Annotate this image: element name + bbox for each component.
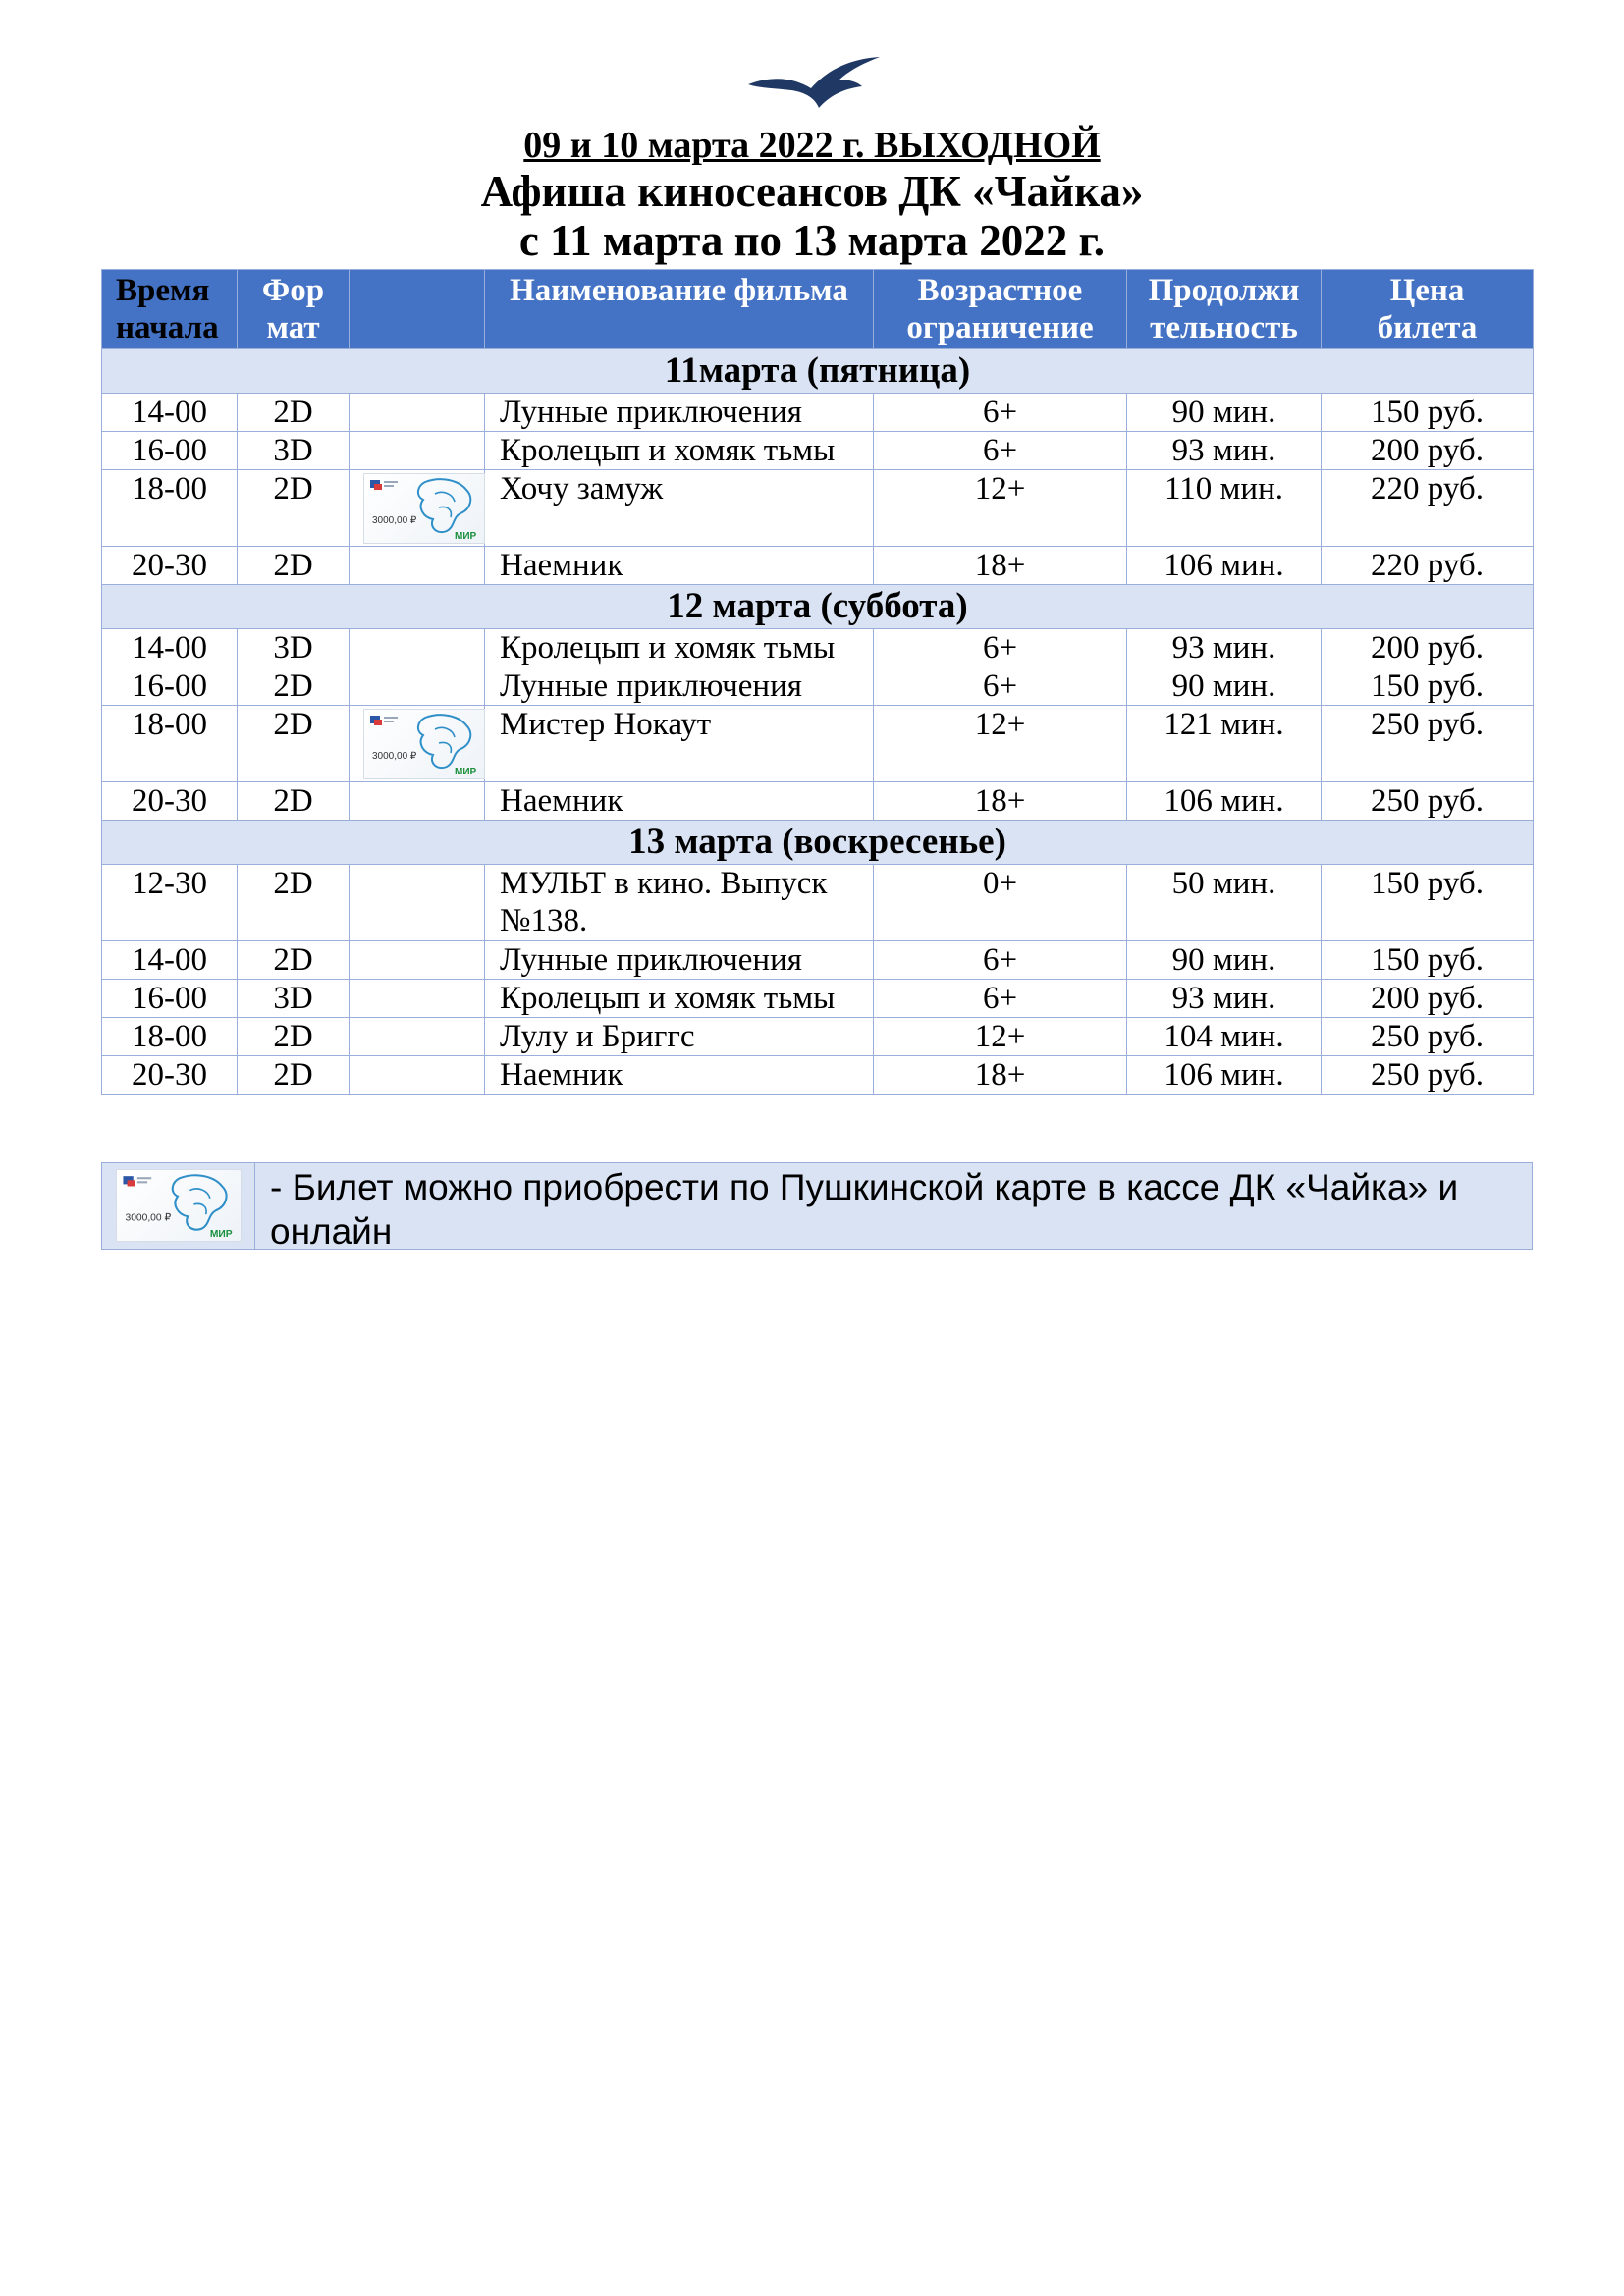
cell-format: 2D [238, 547, 350, 585]
cell-duration: 106 мин. [1127, 547, 1322, 585]
cell-title: Лунные приключения [485, 394, 874, 432]
cell-price: 250 руб. [1322, 1018, 1534, 1056]
col-header-age: Возрастное ограничение [874, 270, 1127, 349]
svg-text:МИР: МИР [455, 767, 477, 777]
pushkin-card-image [116, 1169, 242, 1242]
cell-title: Наемник [485, 1056, 874, 1095]
cell-card [350, 782, 485, 821]
cell-price: 150 руб. [1322, 667, 1534, 706]
table-row [102, 1056, 1534, 1095]
cell-time: 14-00 [102, 629, 238, 667]
cell-card [350, 470, 485, 547]
cell-age: 18+ [874, 782, 1127, 821]
table-row [102, 667, 1534, 706]
cell-title: Кролецып и хомяк тьмы [485, 629, 874, 667]
cell-card [350, 865, 485, 941]
cell-age: 6+ [874, 941, 1127, 980]
cell-duration: 106 мин. [1127, 782, 1322, 821]
schedule-table [101, 269, 1534, 1095]
svg-text:3000,00 ₽: 3000,00 ₽ [125, 1212, 171, 1224]
cell-duration: 93 мин. [1127, 629, 1322, 667]
day-header-row [102, 349, 1534, 394]
col-header-time: Время начала [102, 270, 238, 349]
seagull-logo-icon [746, 53, 884, 112]
table-row [102, 980, 1534, 1018]
cell-format: 3D [238, 629, 350, 667]
cell-card [350, 432, 485, 470]
cell-card [350, 394, 485, 432]
table-row [102, 782, 1534, 821]
cell-price: 200 руб. [1322, 980, 1534, 1018]
cell-time: 20-30 [102, 1056, 238, 1095]
cell-format: 3D [238, 432, 350, 470]
col-header-duration: Продолжи тельность [1127, 270, 1322, 349]
table-row [102, 394, 1534, 432]
cell-title: Лулу и Бриггс [485, 1018, 874, 1056]
cell-duration: 106 мин. [1127, 1056, 1322, 1095]
table-row [102, 470, 1534, 547]
cell-format: 2D [238, 667, 350, 706]
cell-age: 6+ [874, 980, 1127, 1018]
cell-age: 12+ [874, 706, 1127, 782]
cell-price: 250 руб. [1322, 1056, 1534, 1095]
table-row [102, 432, 1534, 470]
cell-card [350, 1018, 485, 1056]
cell-title: Наемник [485, 782, 874, 821]
cell-card [350, 706, 485, 782]
cell-format: 2D [238, 1018, 350, 1056]
cell-title: Кролецып и хомяк тьмы [485, 432, 874, 470]
cell-card [350, 547, 485, 585]
cell-price: 200 руб. [1322, 629, 1534, 667]
svg-text:3000,00 ₽: 3000,00 ₽ [372, 515, 417, 526]
cell-time: 14-00 [102, 941, 238, 980]
pushkin-card-note [101, 1162, 1533, 1250]
cell-title: Кролецып и хомяк тьмы [485, 980, 874, 1018]
cell-time: 18-00 [102, 470, 238, 547]
svg-text:3000,00 ₽: 3000,00 ₽ [372, 751, 417, 762]
cell-format: 3D [238, 980, 350, 1018]
cell-card [350, 1056, 485, 1095]
cell-format: 2D [238, 1056, 350, 1095]
day-header-row [102, 821, 1534, 865]
pushkin-card-image [363, 473, 485, 544]
closed-days-notice: 09 и 10 марта 2022 г. ВЫХОДНОЙ [523, 125, 1101, 166]
cell-duration: 121 мин. [1127, 706, 1322, 782]
note-image-cell [102, 1163, 255, 1249]
cell-duration: 90 мин. [1127, 394, 1322, 432]
table-row [102, 941, 1534, 980]
table-row [102, 629, 1534, 667]
day-header-row [102, 585, 1534, 629]
cell-title: Мистер Нокаут [485, 706, 874, 782]
cell-age: 6+ [874, 629, 1127, 667]
day-label: 11марта (пятница) [102, 349, 1534, 394]
col-header-title: Наименование фильма [485, 270, 874, 349]
cell-time: 16-00 [102, 432, 238, 470]
day-label: 12 марта (суббота) [102, 585, 1534, 629]
cell-title: Хочу замуж [485, 470, 874, 547]
pushkin-card-image [363, 709, 485, 779]
table-row [102, 547, 1534, 585]
cell-duration: 90 мин. [1127, 941, 1322, 980]
cell-duration: 50 мин. [1127, 865, 1322, 941]
cell-age: 0+ [874, 865, 1127, 941]
cell-card [350, 941, 485, 980]
page-header [0, 124, 1624, 265]
cell-price: 200 руб. [1322, 432, 1534, 470]
cell-time: 14-00 [102, 394, 238, 432]
col-header-price: Цена билета [1322, 270, 1534, 349]
note-text: - Билет можно приобрести по Пушкинской карте в кассе ДК «Чайка» и онлайн [270, 1167, 1459, 1252]
cell-price: 220 руб. [1322, 470, 1534, 547]
date-range: с 11 марта по 13 марта 2022 г. [518, 216, 1106, 265]
cell-time: 18-00 [102, 706, 238, 782]
col-header-format: Фор мат [238, 270, 350, 349]
cell-time: 16-00 [102, 667, 238, 706]
cell-age: 6+ [874, 432, 1127, 470]
cell-format: 2D [238, 865, 350, 941]
cell-card [350, 980, 485, 1018]
cell-title: Наемник [485, 547, 874, 585]
cell-duration: 93 мин. [1127, 980, 1322, 1018]
day-label: 13 марта (воскресенье) [102, 821, 1534, 865]
cell-time: 20-30 [102, 547, 238, 585]
svg-text:МИР: МИР [455, 531, 477, 542]
cell-duration: 110 мин. [1127, 470, 1322, 547]
cell-format: 2D [238, 706, 350, 782]
cell-card [350, 629, 485, 667]
cell-age: 18+ [874, 547, 1127, 585]
cell-time: 16-00 [102, 980, 238, 1018]
col-header-card [350, 270, 485, 349]
cell-age: 18+ [874, 1056, 1127, 1095]
cell-duration: 90 мин. [1127, 667, 1322, 706]
cell-title: МУЛЬТ в кино. Выпуск №138. [485, 865, 874, 941]
svg-text:МИР: МИР [209, 1228, 233, 1240]
cell-age: 6+ [874, 667, 1127, 706]
page-title: Афиша киносеансов ДК «Чайка» [480, 167, 1144, 216]
cell-card [350, 667, 485, 706]
table-row [102, 706, 1534, 782]
cell-price: 150 руб. [1322, 865, 1534, 941]
cell-time: 18-00 [102, 1018, 238, 1056]
cell-duration: 93 мин. [1127, 432, 1322, 470]
cell-format: 2D [238, 782, 350, 821]
table-row [102, 1018, 1534, 1056]
cell-price: 250 руб. [1322, 706, 1534, 782]
cell-duration: 104 мин. [1127, 1018, 1322, 1056]
cell-format: 2D [238, 394, 350, 432]
cell-price: 150 руб. [1322, 394, 1534, 432]
cell-title: Лунные приключения [485, 941, 874, 980]
cell-age: 12+ [874, 470, 1127, 547]
cell-price: 220 руб. [1322, 547, 1534, 585]
cell-age: 12+ [874, 1018, 1127, 1056]
cell-format: 2D [238, 941, 350, 980]
cell-title: Лунные приключения [485, 667, 874, 706]
table-row [102, 865, 1534, 941]
cell-price: 150 руб. [1322, 941, 1534, 980]
table-header-row [102, 270, 1534, 349]
cell-price: 250 руб. [1322, 782, 1534, 821]
cell-format: 2D [238, 470, 350, 547]
cell-time: 20-30 [102, 782, 238, 821]
cell-age: 6+ [874, 394, 1127, 432]
cell-time: 12-30 [102, 865, 238, 941]
